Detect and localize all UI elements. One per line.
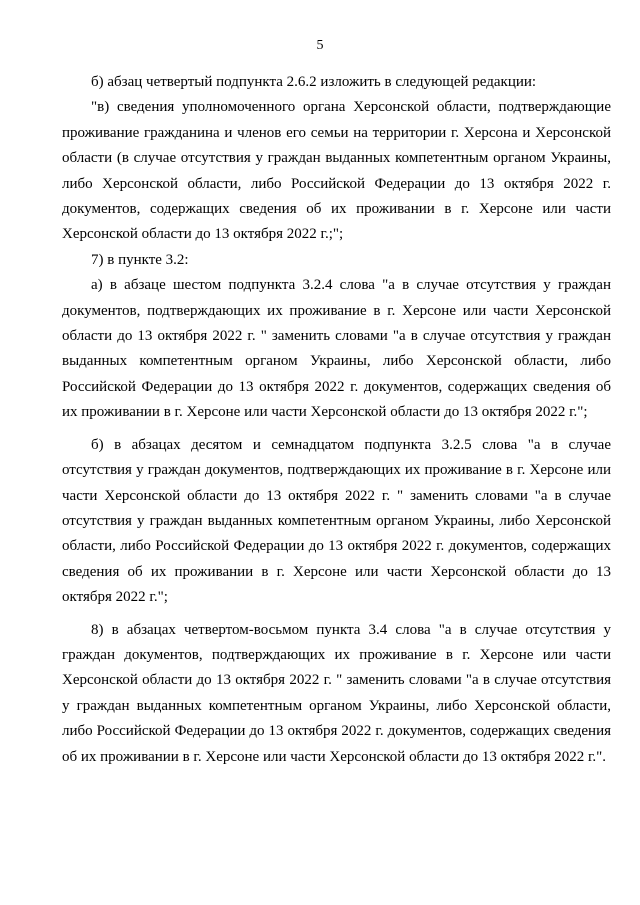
paragraph-amend-2-6-2: б) абзац четвертый подпункта 2.6.2 изложить в следующей редакции: [91,74,537,90]
paragraph-item-7b: б) в абзацах десятом и семнадцатом подпункта 3.2.5 слова "а в случае отсутствия у граждан документов, подтверждающих их проживание в г. Херсоне или части Херсонской области до 13 октября 2022 г. " заменить словами "а в случае отсутствия у граждан выданных компетентным органом Украины, либо Херсонской области, либо Российской Федерации до 13 октября 2022 г. документов, содержащих сведения об их проживании в г. Херсоне или части Херсонской области до 13 октября 2022 г."; [62,436,611,606]
paragraph-item-7a: а) в абзаце шестом подпункта 3.2.4 слова "а в случае отсутствия у граждан документов, подтверждающих их проживание в г. Херсоне или части Херсонской области до 13 октября 2022 г. " заменить словами "а в случае отсутствия у граждан выданных компетентным органом Украины, либо Херсонской области, либо Российской Федерации до 13 октября 2022 г. документов, содержащих сведения об их проживании в г. Херсоне или части Херсонской области до 13 октября 2022 г."; [62,277,611,421]
page-number: 5 [316,38,324,53]
document-body [62,70,611,770]
paragraph-item-7: 7) в пункте 3.2: [91,251,189,268]
paragraph-new-wording-v: "в) сведения уполномоченного органа Херсонской области, подтверждающие проживание гражданина и членов его семьи на территории г. Херсона и Херсонской области (в случае отсутствия у граждан выданных компетентным органом Украины, либо Херсонской области, либо Российской Федерации до 13 октября 2022 г. документов, содержащих сведения об их проживании в г. Херсоне или части Херсонской области до 13 октября 2022 г.;"; [62,99,611,243]
paragraph-item-8: 8) в абзацах четвертом-восьмом пункта 3.4 слова "а в случае отсутствия у граждан документов, подтверждающих их проживание в г. Херсоне или части Херсонской области до 13 октября 2022 г. " заменить словами "а в случае отсутствия у граждан выданных компетентным органом Украины, либо Херсонской области, либо Российской Федерации до 13 октября 2022 г. документов, содержащих сведения об их проживании в г. Херсоне или части Херсонской области до 13 октября 2022 г.". [62,621,611,765]
